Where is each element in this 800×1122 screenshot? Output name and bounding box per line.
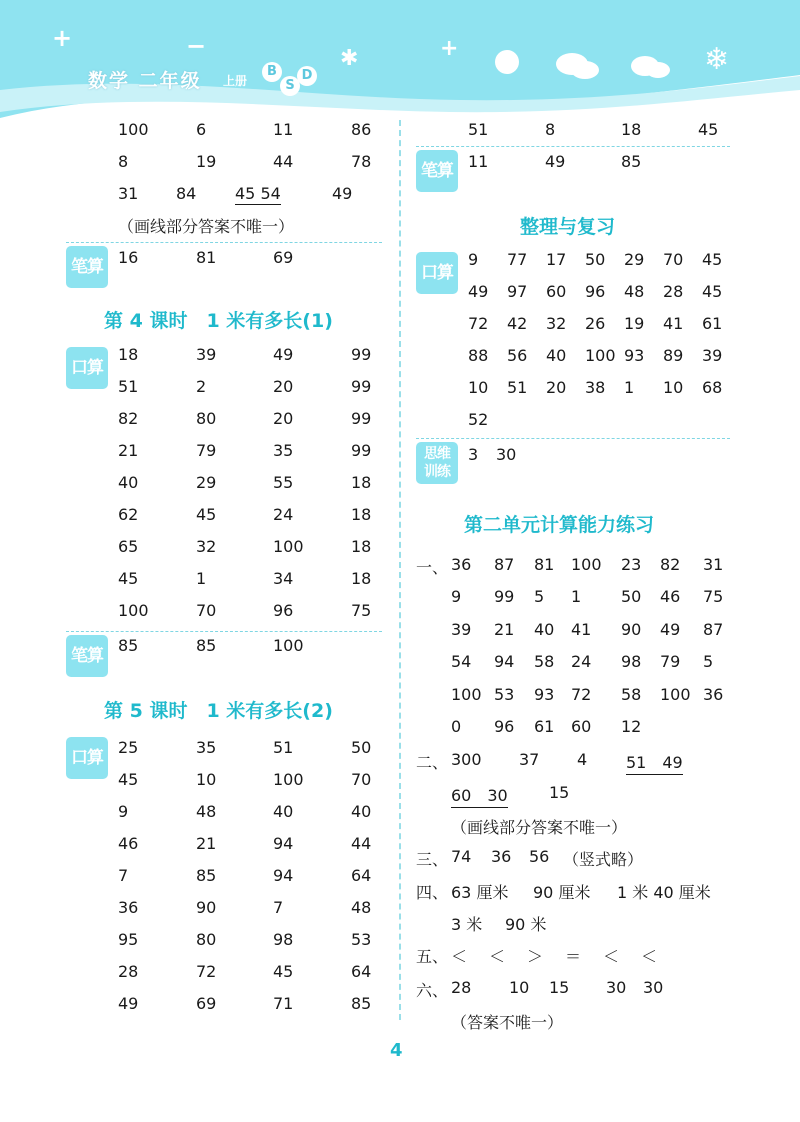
answer-value: 94 (273, 866, 294, 885)
answer-value: 61 (534, 717, 555, 736)
answer-value: 51 (507, 378, 528, 397)
answer-value: 1 (196, 569, 207, 588)
answer-value: 18 (351, 505, 372, 524)
answer-value: 80 (196, 409, 217, 428)
answer-value: 5 (703, 652, 714, 672)
plus-icon: + (440, 36, 459, 61)
answer-value: 9 (451, 587, 462, 607)
answer-value: 45 (273, 962, 294, 981)
dashed-separator (66, 242, 382, 243)
answer-value: 89 (663, 346, 684, 365)
answer-value: 39 (702, 346, 723, 365)
answer-value: 87 (703, 619, 724, 639)
answer-value: 18 (351, 473, 372, 492)
answer-value: 32 (196, 537, 217, 556)
answer-value: 29 (196, 473, 217, 492)
answer-value: 45 (702, 250, 723, 269)
answer-value: 85 (196, 866, 217, 885)
answer-value: 87 (494, 555, 515, 574)
snowflake-icon: ❄ (704, 42, 730, 77)
answer-value: 45 (196, 505, 217, 524)
answer-value: 24 (273, 505, 294, 524)
answer-value: 50 (585, 250, 606, 269)
answer-value: 36 (703, 684, 724, 704)
unit2-title: 第二单元计算能力练习 (464, 514, 655, 536)
answer-value: 64 (351, 962, 372, 981)
answer-value: 0 (451, 717, 462, 736)
answer-value: 65 (118, 537, 139, 556)
badge-b: B (262, 62, 282, 82)
kousuan-tag: 口算 (416, 252, 458, 294)
note-text: （画线部分答案不唯一） (451, 818, 628, 837)
answer-value: 82 (660, 555, 681, 574)
answer-value: 10 (468, 378, 489, 397)
answer-value: 20 (273, 377, 294, 396)
answer-value: 72 (196, 962, 217, 981)
answer-value: 96 (494, 717, 515, 736)
answer-value: 99 (351, 409, 372, 428)
answer-value: 94 (494, 652, 515, 672)
answer-value: 49 (118, 994, 139, 1013)
answer-value: 53 (351, 930, 372, 949)
answer-value: 40 (534, 619, 555, 639)
answer-value: 85 (351, 994, 372, 1013)
minus-icon: − (186, 32, 207, 60)
answer-value: 9 (468, 250, 479, 269)
answer-value: 60 (571, 717, 592, 736)
answer-value: 90 (196, 898, 217, 917)
answer-value: 88 (468, 346, 489, 365)
answer-value: 7 (118, 866, 129, 885)
answer-value: 40 (351, 802, 372, 821)
header-title: 数学 二年级 (88, 70, 202, 92)
answer-value: 75 (703, 587, 724, 607)
asterisk-icon: ✱ (340, 46, 359, 71)
answer-value: 55 (273, 473, 294, 492)
answer-value: 39 (451, 619, 472, 639)
answer-value: 56 (507, 346, 528, 365)
answer-value: 50 (351, 738, 372, 757)
answer-value: 34 (273, 569, 294, 588)
siwei-tag: 思维 训练 (416, 442, 458, 484)
answer-value: 54 (451, 652, 472, 672)
answer-value: 21 (494, 619, 515, 639)
answer-value: 53 (494, 684, 515, 704)
answer-value: 28 (663, 282, 684, 301)
answer-value: 61 (702, 314, 723, 333)
answer-value: 42 (507, 314, 528, 333)
answer-value: 31 (703, 555, 724, 574)
answer-value: 20 (546, 378, 567, 397)
answer-value: 48 (196, 802, 217, 821)
answer-value: 98 (273, 930, 294, 949)
answer-value: 100 (660, 684, 691, 704)
answer-value: 99 (351, 441, 372, 460)
answer-value: 72 (571, 684, 592, 704)
answer-value: 24 (571, 652, 592, 672)
answer-value: 100 (451, 684, 482, 704)
answer-value: 45 (118, 569, 139, 588)
header-volume: 上册 (223, 74, 248, 88)
answer-value: 98 (621, 652, 642, 672)
answer-value: 62 (118, 505, 139, 524)
answer-value: 18 (351, 569, 372, 588)
answer-value: 70 (196, 601, 217, 620)
answer-value: 75 (351, 601, 372, 620)
answer-value: 26 (585, 314, 606, 333)
answer-value: 44 (351, 834, 372, 853)
answer-value: 2 (196, 377, 207, 396)
kousuan-tag: 口算 (66, 737, 108, 779)
answer-value: 46 (118, 834, 139, 853)
answer-value: 71 (273, 994, 294, 1013)
dashed-separator (416, 438, 730, 439)
answer-value: 45 (702, 282, 723, 301)
section-label: 六、 (416, 981, 449, 1000)
answer-value: 72 (468, 314, 489, 333)
lesson4-title: 第 4 课时 1 米有多长(1) (104, 310, 333, 332)
answer-value: 69 (196, 994, 217, 1013)
section-label: 一、 (416, 558, 449, 577)
answer-value: 10 (663, 378, 684, 397)
review-title: 整理与复习 (520, 216, 616, 238)
answer-value: 35 (273, 441, 294, 460)
answer-value: 99 (351, 377, 372, 396)
answer-value: 100 (571, 555, 602, 574)
note-text: （画线部分答案不唯一） (118, 217, 295, 236)
section-label: 二、 (416, 753, 449, 772)
answer-value: 40 (273, 802, 294, 821)
answer-value: 48 (624, 282, 645, 301)
answer-value: 93 (624, 346, 645, 365)
lesson5-title: 第 5 课时 1 米有多长(2) (104, 700, 333, 722)
answer-value: 64 (351, 866, 372, 885)
answer-value: 10 (196, 770, 217, 789)
plus-icon: + (52, 24, 73, 52)
answer-value: 25 (118, 738, 139, 757)
answer-value: 36 (451, 555, 472, 574)
answer-value: 51 (118, 377, 139, 396)
answer-value: 49 (660, 619, 681, 639)
answer-value: 7 (273, 898, 284, 917)
answer-value: 49 (468, 282, 489, 301)
section-label: 三、 (416, 850, 449, 869)
answer-value: 21 (118, 441, 139, 460)
dashed-separator (66, 631, 382, 632)
answer-value: 18 (118, 345, 139, 364)
section-label: 四、 (416, 883, 449, 902)
answer-value: 97 (507, 282, 528, 301)
answer-value: 96 (585, 282, 606, 301)
answer-value: 52 (468, 410, 489, 429)
answer-value: 36 (118, 898, 139, 917)
answer-value: 51 (273, 738, 294, 757)
kousuan-tag: 口算 (66, 347, 108, 389)
answer-value: 9 (118, 802, 129, 821)
answer-value: 5 (534, 587, 545, 607)
answer-value: 60 (546, 282, 567, 301)
bisuan-tag: 笔算 (66, 635, 108, 677)
answer-value: 90 (621, 619, 642, 639)
answer-value: 1 (624, 378, 635, 397)
answer-value: 23 (621, 555, 642, 574)
column-divider (399, 120, 401, 1020)
answer-value: 48 (351, 898, 372, 917)
answer-value: 100 (273, 537, 304, 556)
answer-value: 99 (494, 587, 515, 607)
answer-value: 1 (571, 587, 582, 607)
answer-value: 70 (663, 250, 684, 269)
section-label: 五、 (416, 947, 449, 966)
answer-value: 18 (351, 537, 372, 556)
answer-value: 100 (585, 346, 616, 365)
answer-value: 41 (571, 619, 592, 639)
answer-value: 39 (196, 345, 217, 364)
answer-value: 79 (196, 441, 217, 460)
answer-value: 68 (702, 378, 723, 397)
note-text: （答案不唯一） (451, 1013, 564, 1032)
answer-value: 19 (624, 314, 645, 333)
badge-s: S (280, 76, 300, 96)
answer-value: 20 (273, 409, 294, 428)
answer-value: 100 (118, 601, 149, 620)
answer-value: 29 (624, 250, 645, 269)
page-number: 4 (390, 1040, 403, 1061)
answer-value: 21 (196, 834, 217, 853)
answer-value: 95 (118, 930, 139, 949)
answer-value: 99 (351, 345, 372, 364)
answer-value: 40 (546, 346, 567, 365)
answer-value: 17 (546, 250, 567, 269)
answer-value: 82 (118, 409, 139, 428)
answer-value: 41 (663, 314, 684, 333)
answer-value: 70 (351, 770, 372, 789)
answer-value: 12 (621, 717, 642, 736)
answer-value: 50 (621, 587, 642, 607)
answer-value: 49 (273, 345, 294, 364)
header-banner (0, 0, 800, 130)
answer-value: 79 (660, 652, 681, 672)
answer-value: 28 (118, 962, 139, 981)
answer-value: 35 (196, 738, 217, 757)
bisuan-tag: 笔算 (416, 150, 458, 192)
dashed-separator (416, 146, 730, 147)
answer-value: 58 (534, 652, 555, 672)
answer-value: 38 (585, 378, 606, 397)
answer-value: 94 (273, 834, 294, 853)
answer-value: 77 (507, 250, 528, 269)
answer-value: 81 (534, 555, 555, 574)
answer-value: 93 (534, 684, 555, 704)
answer-value: 100 (273, 770, 304, 789)
answer-value: 58 (621, 684, 642, 704)
badge-d: D (297, 66, 317, 86)
answer-value: 40 (118, 473, 139, 492)
answer-value: 46 (660, 587, 681, 607)
answer-value: 32 (546, 314, 567, 333)
answer-value: 80 (196, 930, 217, 949)
answer-value: 96 (273, 601, 294, 620)
bisuan-tag: 笔算 (66, 246, 108, 288)
answer-value: 45 (118, 770, 139, 789)
